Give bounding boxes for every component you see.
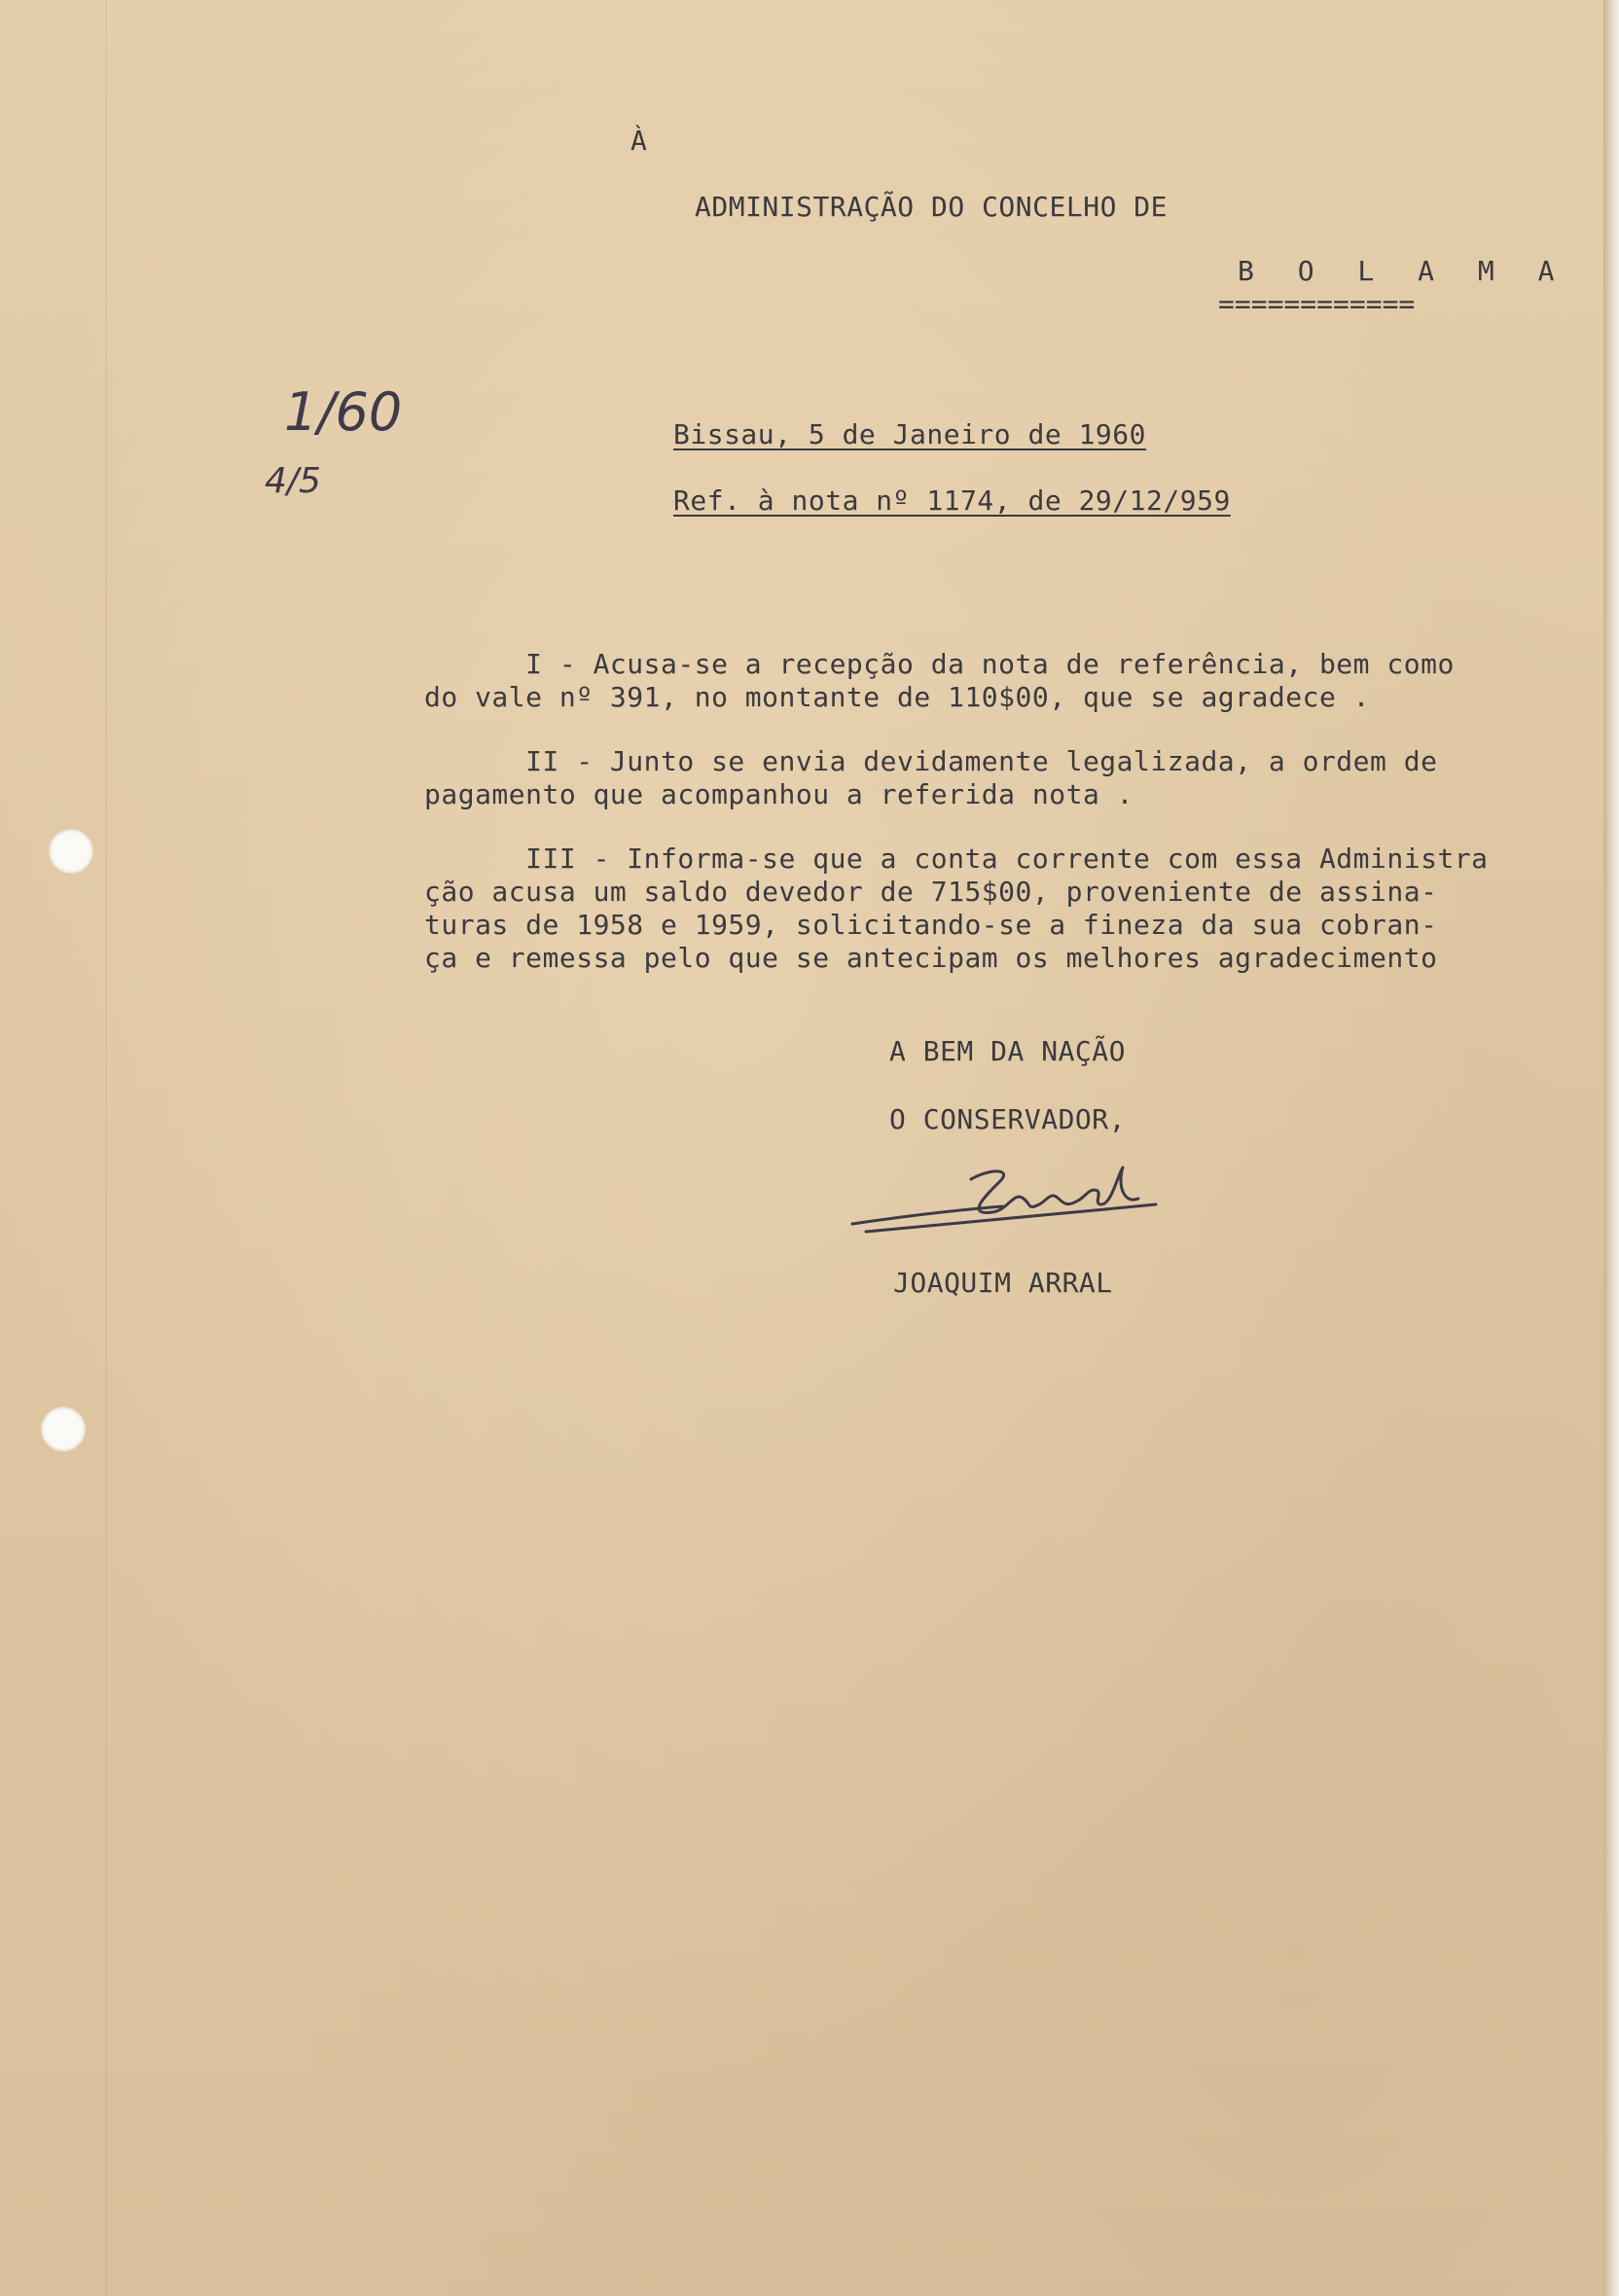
accent-mark: À — [630, 125, 648, 157]
date-line: Bissau, 5 de Janeiro de 1960 — [673, 418, 1147, 450]
punch-hole-bottom — [41, 1407, 86, 1452]
paragraph-line: pagamento que acompanhou a referida nota . — [424, 778, 1134, 810]
punch-hole-top — [49, 829, 93, 874]
paper-fold-line — [105, 0, 107, 2296]
paragraph-line: do vale nº 391, no montante de 110$00, que se agradece . — [424, 681, 1371, 713]
addressee-underline: ============ — [1218, 288, 1416, 320]
page-edge — [1603, 0, 1619, 2296]
paragraph-line: II - Junto se envia devidamente legalizada, a ordem de — [424, 745, 1438, 777]
signer-title: O CONSERVADOR, — [889, 1103, 1127, 1135]
handwritten-sub: 4/5 — [265, 461, 321, 501]
addressee-line-2: B O L A M A — [1238, 255, 1568, 287]
reference-line: Ref. à nota nº 1174, de 29/12/959 — [673, 484, 1231, 517]
signature-text: JAeral — [846, 1148, 849, 1149]
paragraph-line: turas de 1958 e 1959, solicitando-se a fineza da sua cobran- — [424, 909, 1438, 941]
paragraph-line: III - Informa-se que a conta corrente com essa Administra — [424, 843, 1489, 875]
signer-name: JOAQUIM ARRAL — [893, 1267, 1113, 1299]
addressee-line-1: ADMINISTRAÇÃO DO CONCELHO DE — [695, 191, 1169, 223]
paragraph-line: ção acusa um saldo devedor de 715$00, proveniente de assina- — [424, 876, 1438, 908]
paragraph-line: I - Acusa-se a recepção da nota de referência, bem como — [424, 648, 1455, 680]
handwritten-signature — [846, 1148, 1158, 1265]
handwritten-ref: 1/60 — [284, 381, 403, 443]
paragraph-line: ça e remessa pelo que se antecipam os melhores agradecimento — [424, 942, 1438, 974]
closing-salutation: A BEM DA NAÇÃO — [889, 1035, 1127, 1067]
